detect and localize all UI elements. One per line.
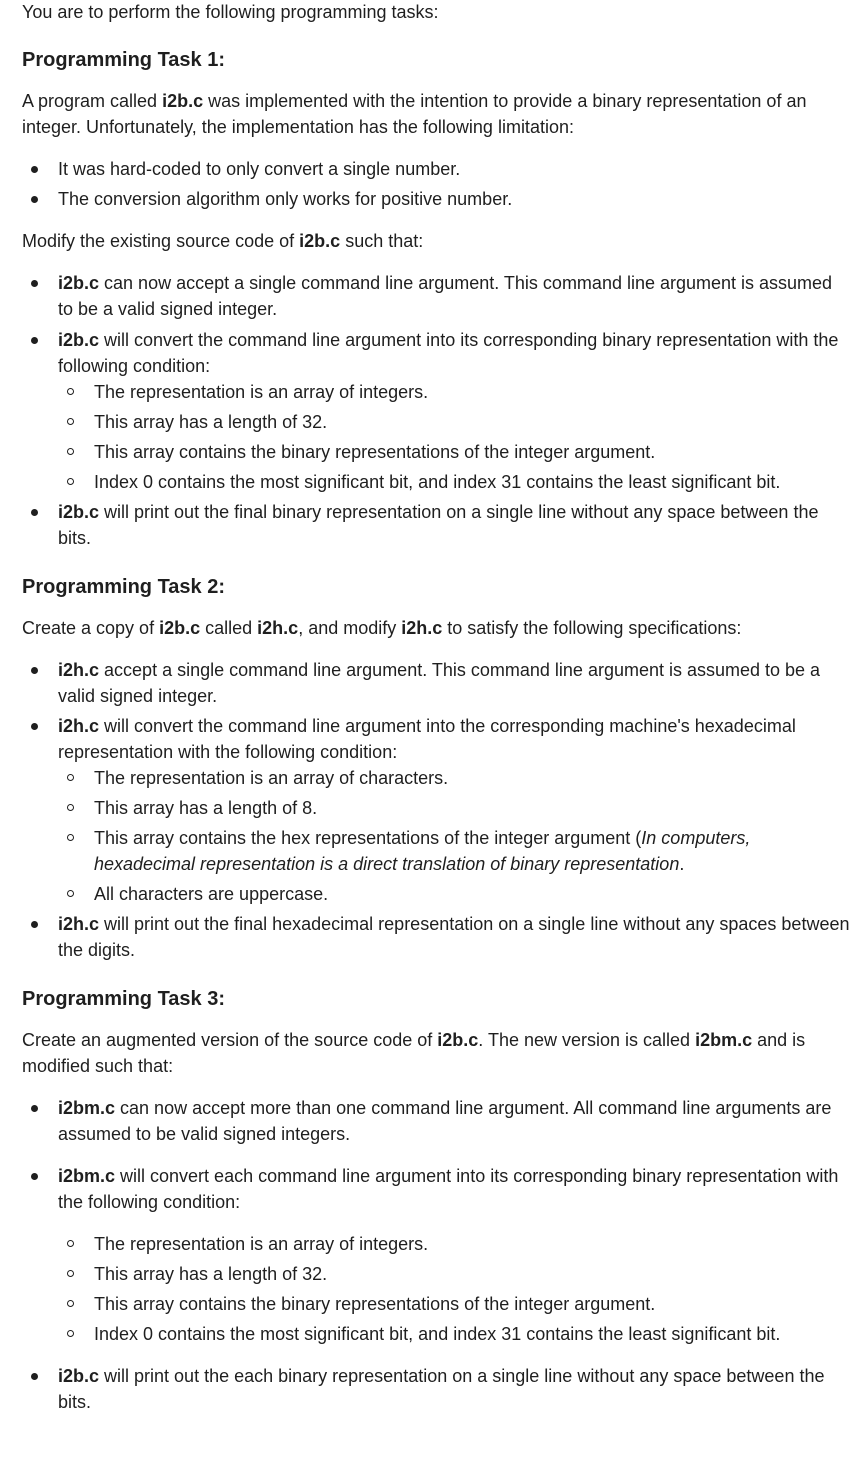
sub-list-item: The representation is an array of characters. xyxy=(58,765,852,791)
sub-list-item: All characters are uppercase. xyxy=(58,881,852,907)
task1-description: A program called i2b.c was implemented with the intention to provide a binary representation of an integer. Unfortunately, the implementation has the following limitation: xyxy=(22,91,807,137)
list-item: i2b.c will print out the final binary representation on a single line without any space between the bits. xyxy=(22,499,852,551)
task3-requirements-list xyxy=(22,1095,852,1415)
list-item: It was hard-coded to only convert a single number. xyxy=(22,156,852,182)
task1-sublist xyxy=(58,379,852,495)
sub-list-item: Index 0 contains the most significant bit, and index 31 contains the least significant bit. xyxy=(58,1321,852,1347)
task1-requirements-list xyxy=(22,270,852,551)
list-item: i2bm.c will convert each command line argument into its corresponding binary representation with the following condition: The representation is an array of integers. This array has a length of 32. This array contains the binary representations of the integer argument. Index 0 contains the most significant bit, and index 31 contains the least significant bit. xyxy=(22,1163,852,1347)
list-item: i2b.c can now accept a single command line argument. This command line argument is assumed to be a valid signed integer. xyxy=(22,270,852,322)
task2-description: Create a copy of i2b.c called i2h.c, and modify i2h.c to satisfy the following specifications: xyxy=(22,618,742,638)
task1-heading: Programming Task 1: xyxy=(22,49,226,71)
sub-list-item: This array has a length of 8. xyxy=(58,795,852,821)
task3-description: Create an augmented version of the source code of i2b.c. The new version is called i2bm.c and is modified such that: xyxy=(22,1030,806,1076)
list-item: The conversion algorithm only works for positive number. xyxy=(22,186,852,212)
sub-list-item: This array contains the binary representations of the integer argument. xyxy=(58,439,852,465)
sub-list-item: This array contains the hex representations of the integer argument (In computers, hexadecimal representation is a direct translation of binary representation. xyxy=(58,825,852,877)
sub-list-item: The representation is an array of integers. xyxy=(58,379,852,405)
list-item: i2h.c accept a single command line argument. This command line argument is assumed to be a valid signed integer. xyxy=(22,657,852,709)
sub-list-item: This array has a length of 32. xyxy=(58,1261,852,1287)
list-item: i2h.c will print out the final hexadecimal representation on a single line without any spaces between the digits. xyxy=(22,911,852,963)
sub-list-item: This array contains the binary representations of the integer argument. xyxy=(58,1291,852,1317)
task1-modify-intro: Modify the existing source code of i2b.c such that: xyxy=(22,231,424,251)
intro-text: You are to perform the following programming tasks: xyxy=(22,2,439,22)
sub-list-item: Index 0 contains the most significant bit, and index 31 contains the least significant bit. xyxy=(58,469,852,495)
filename: i2b.c xyxy=(162,91,204,111)
list-item: i2bm.c can now accept more than one command line argument. All command line arguments are assumed to be valid signed integers. xyxy=(22,1095,852,1147)
list-item: i2b.c will convert the command line argument into its corresponding binary representation with the following condition: The representation is an array of integers. This array has a length of 32. This array contains the binary representations of the integer argument. Index 0 contains the most significant bit, and index 31 contains the least significant bit. xyxy=(22,327,852,495)
task2-requirements-list xyxy=(22,657,852,963)
task2-heading: Programming Task 2: xyxy=(22,576,226,598)
task3-heading: Programming Task 3: xyxy=(22,988,226,1010)
task1-limitations-list xyxy=(22,156,852,212)
list-item: i2b.c will print out the each binary representation on a single line without any space between the bits. xyxy=(22,1363,852,1415)
task2-sublist xyxy=(58,765,852,907)
list-item: i2h.c will convert the command line argument into the corresponding machine's hexadecimal representation with the following condition: The representation is an array of characters. This array has a length of 8. This array contains the hex representations of the integer argument (In computers, hexadecimal representation is a direct translation of binary representation. All characters are uppercase. xyxy=(22,713,852,907)
task3-sublist xyxy=(58,1231,852,1347)
sub-list-item: The representation is an array of integers. xyxy=(58,1231,852,1257)
sub-list-item: This array has a length of 32. xyxy=(58,409,852,435)
